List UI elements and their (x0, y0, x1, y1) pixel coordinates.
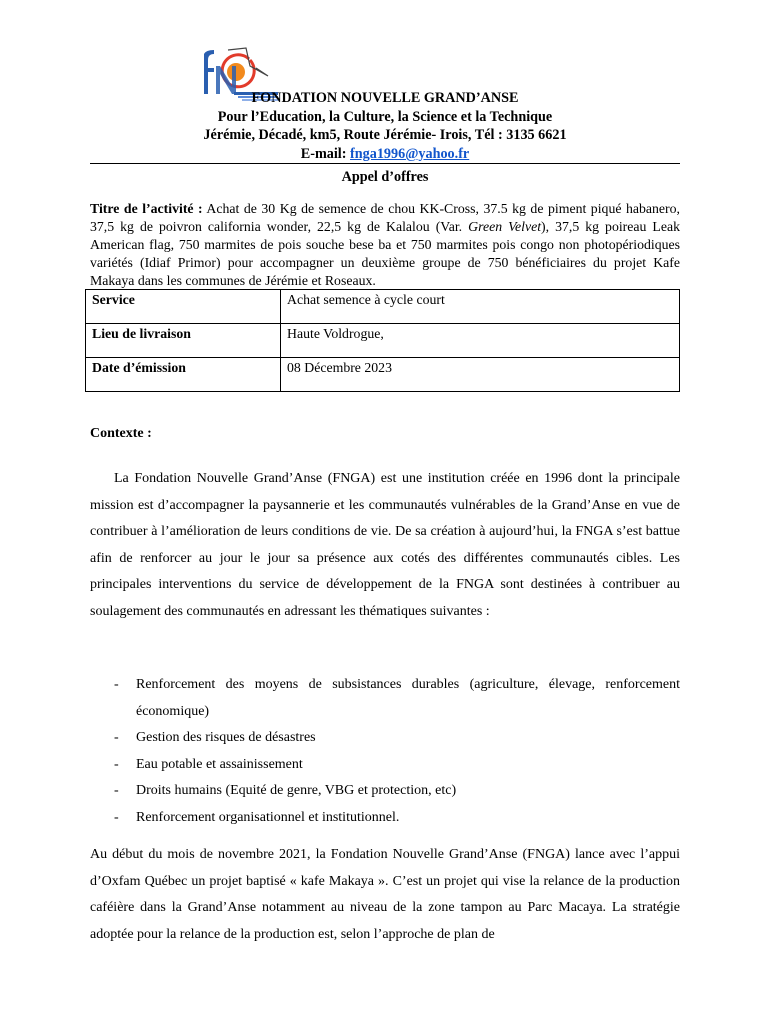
bullet-dash: - (114, 783, 119, 799)
activity-label: Titre de l’activité : (90, 201, 203, 216)
table-row (86, 324, 680, 358)
org-tagline: Pour l’Education, la Culture, la Science et la Technique (217, 109, 553, 125)
activity-text-a: Achat de 30 Kg de semence de chou KK-Cross, 37.5 kg de piment piqué habanero, 37,5 kg de poivron california wonder, 22,5 kg de Kalalou (Var. (90, 201, 680, 234)
document-type: Appel d’offres (341, 169, 429, 185)
themes-list (90, 672, 680, 832)
info-key: Date d’émission (86, 358, 281, 392)
theme-text: Eau potable et assainissement (136, 756, 303, 772)
context-heading: Contexte : (90, 426, 152, 441)
org-email-line (90, 144, 680, 164)
info-key: Service (86, 290, 281, 324)
list-item (90, 752, 680, 779)
activity-variety: Green Velvet (468, 219, 542, 234)
list-item (90, 805, 680, 832)
bullet-dash: - (114, 677, 119, 692)
org-name: FONDATION NOUVELLE GRAND’ANSE (251, 90, 519, 106)
info-key: Lieu de livraison (86, 324, 281, 358)
bullet-dash: - (114, 730, 119, 746)
info-table (85, 289, 680, 392)
header-divider (90, 163, 680, 164)
context-intro: La Fondation Nouvelle Grand’Anse (FNGA) est une institution créée en 1996 dont la principale mission est d’accompagner la paysannerie et les communautés vulnérables de la Grand’Anse en vue de contribuer à l’amélioration de leurs conditions de vie. De sa création à aujourd’hui, la FNGA s’est battue afin de renforcer au jour le jour sa présence aux cotés des différentes communautés cibles. Les principales interventions du service de développement de la FNGA sont destinées à contribuer au soulagement des communautés en adressant les thématiques suivantes : (90, 471, 680, 619)
info-value: Achat semence à cycle court (281, 290, 680, 324)
table-row (86, 290, 680, 324)
org-address: Jérémie, Décadé, km5, Route Jérémie- Irois, Tél : 3135 6621 (203, 127, 567, 143)
bullet-dash: - (114, 809, 119, 825)
list-item (90, 725, 680, 752)
email-link[interactable]: fnga1996@yahoo.fr (350, 146, 470, 162)
activity-title (90, 200, 680, 290)
list-item (90, 778, 680, 805)
theme-text: Renforcement organisationnel et institutionnel. (136, 809, 400, 825)
info-value: Haute Voldrogue, (281, 324, 680, 358)
theme-text: Droits humains (Equité de genre, VBG et protection, etc) (136, 783, 457, 799)
info-value: 08 Décembre 2023 (281, 358, 680, 392)
email-label: E-mail: (300, 146, 351, 162)
context-closing: Au début du mois de novembre 2021, la Fondation Nouvelle Grand’Anse (FNGA) lance avec l’appui d’Oxfam Québec un projet baptisé « kafe Makaya ». C’est un projet qui vise la relance de la production caféière dans la Grand’Anse notamment au niveau de la zone tampon au Parc Macaya. La stratégie adoptée pour la relance de la production est, selon l’approche de plan de (90, 847, 680, 942)
theme-text: Gestion des risques de désastres (136, 730, 316, 746)
activity-text-b: ), 37,5 kg poireau Leak American flag, 750 marmites de pois souche bese ba et 750 marmites pois congo non photopériodiques variétés (Idiaf Primor) pour accompagner un deuxième groupe de 750 bénéficiaires du projet Kafe Makaya dans les communes de Jérémie et Roseaux. (90, 219, 680, 288)
theme-text: Renforcement des moyens de subsistances durables (agriculture, élevage, renforcement économique) (136, 677, 680, 719)
table-row (86, 358, 680, 392)
bullet-dash: - (114, 756, 119, 772)
list-item (90, 672, 680, 725)
